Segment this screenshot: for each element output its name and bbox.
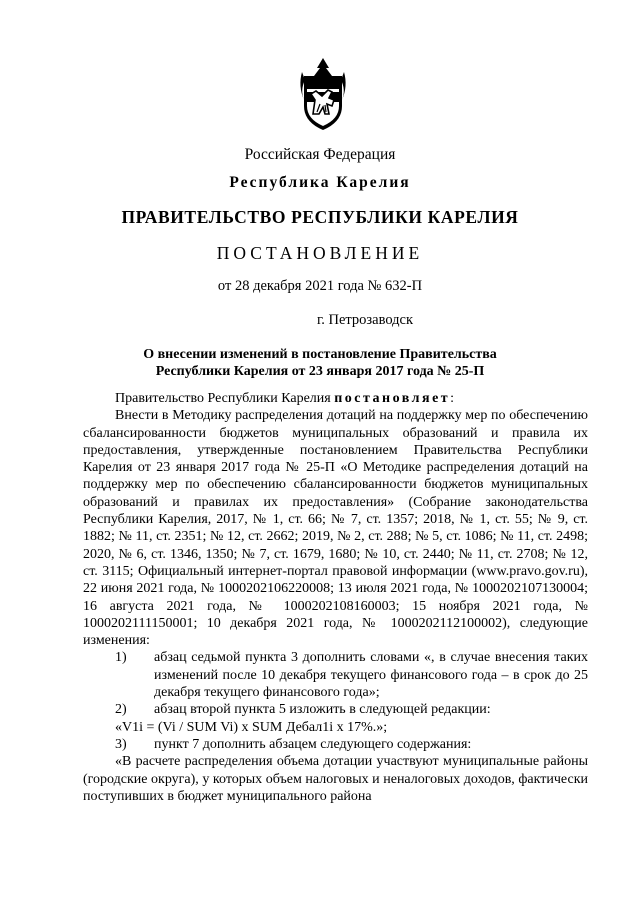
city: г. Петрозаводск: [316, 312, 414, 328]
republic-name: Республика Карелия: [229, 174, 411, 191]
intro-suffix: :: [450, 391, 455, 406]
list-item: [83, 701, 588, 718]
document-body: [83, 390, 588, 805]
government-name: ПРАВИТЕЛЬСТВО РЕСПУБЛИКИ КАРЕЛИЯ: [121, 207, 519, 227]
list-item: [83, 736, 588, 753]
decree-type: ПОСТАНОВЛЕНИЕ: [216, 243, 424, 263]
intro-decrees: постановляет: [334, 391, 451, 406]
formula-line: «V1i = (Vi / SUM Vi) x SUM Дебал1i x 17%.»;: [115, 719, 388, 735]
quoted-paragraph: «В расчете распределения объема дотации участвуют муниципальные районы (городские округа), у которых объем налоговых и неналоговых доходов, фактически поступивших в бюджет муниципального района: [83, 754, 588, 804]
intro-prefix: Правительство Республики Карелия: [115, 391, 335, 406]
list-item-number: 1): [115, 650, 127, 666]
document-title-line: О внесении изменений в постановление Правительства: [143, 347, 497, 362]
list-item: [83, 649, 588, 701]
list-item-number: 3): [115, 736, 127, 752]
decree-date: от 28 декабря 2021 года № 632-П: [217, 278, 423, 294]
document-title-line: Республики Карелия от 23 января 2017 года № 25-П: [155, 364, 485, 379]
country-name: Российская Федерация: [244, 146, 396, 163]
document-title: [0, 346, 640, 380]
list-item-text: абзац седьмой пункта 3 дополнить словами «, в случае внесения таких изменений после 10 декабря текущего финансового года – в срок до 25 декабря текущего финансового года»;: [154, 650, 588, 701]
main-paragraph: Внести в Методику распределения дотаций на поддержку мер по обеспечению сбалансированности бюджетов муниципальных образований и правила их предоставления, утвержденные постановлением Правительства Республики Карелия от 23 января 2017 года № 25-П «О Методике распределения дотаций на поддержку мер по обеспечению сбалансированности бюджетов муниципальных образований и правилах их предоставления» (Собрание законодательства Республики Карелия, 2017, № 1, ст. 66; № 7, ст. 1357; 2018, № 1, ст. 55; № 9, ст. 1882; № 11, ст. 2351; № 12, ст. 2662; 2019, № 2, ст. 288; № 5, ст. 1086; № 11, ст. 2498; 2020, № 6, ст. 1346, 1350; № 7, ст. 1679, 1680; № 10, ст. 2440; № 11, ст. 2708; № 12, ст. 3115; Официальный интернет-портал правовой информации (www.pravo.gov.ru), 22 июня 2021 года, № 1000202106220008; 13 июля 2021 года, № 1000202107130004; 16 августа 2021 года, № 1000202108160003; 15 ноября 2021 года, № 1000202111150001; 10 декабря 2021 года, № 1000202112100002), следующие изменения:: [83, 408, 588, 649]
karelia-coat-of-arms-icon: [296, 56, 350, 134]
list-item-text: пункт 7 дополнить абзацем следующего содержания:: [154, 736, 472, 752]
list-item-text: абзац второй пункта 5 изложить в следующей редакции:: [154, 702, 491, 718]
intro-paragraph: [83, 390, 588, 407]
list-item-number: 2): [115, 702, 127, 718]
